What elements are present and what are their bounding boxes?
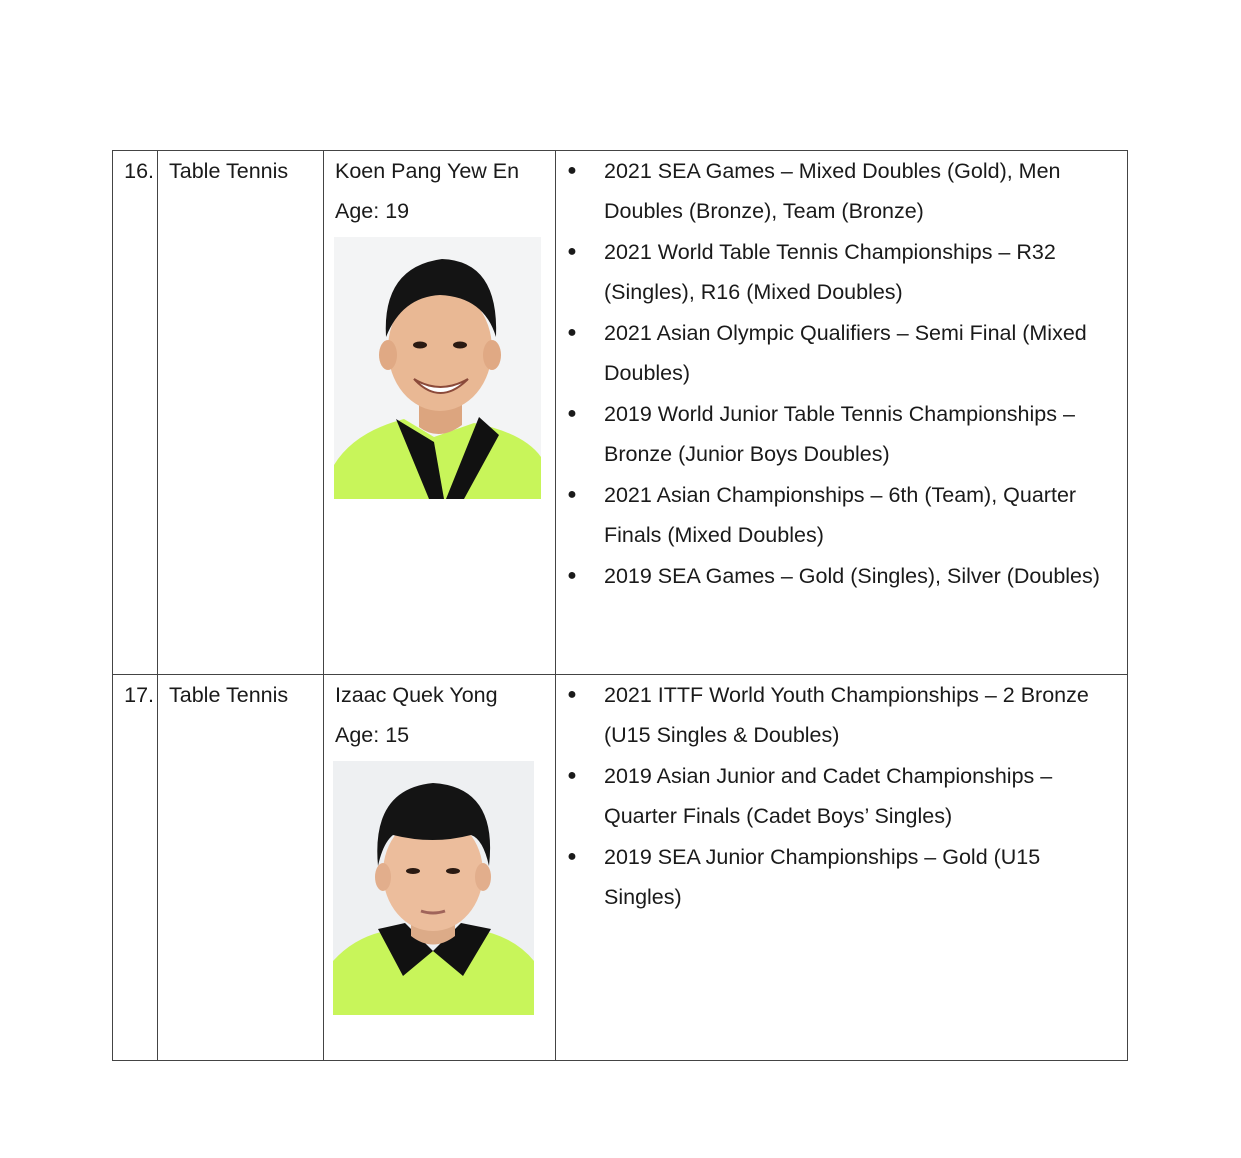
row-number: 17. bbox=[113, 675, 158, 1061]
bullet-icon: ● bbox=[567, 324, 577, 341]
sport-cell: Table Tennis bbox=[158, 151, 324, 675]
list-item: ● 2019 SEA Junior Championships – Gold (U15 Singles) bbox=[556, 837, 1127, 917]
athlete-portrait-icon bbox=[334, 237, 541, 499]
athlete-photo bbox=[334, 237, 541, 499]
list-item: ● 2021 SEA Games – Mixed Doubles (Gold), Men Doubles (Bronze), Team (Bronze) bbox=[556, 151, 1127, 231]
athlete-name: Izaac Quek Yong bbox=[335, 683, 498, 707]
list-item: ● 2021 World Table Tennis Championships – R32 (Singles), R16 (Mixed Doubles) bbox=[556, 232, 1127, 312]
athlete-portrait-icon bbox=[333, 761, 534, 1015]
athlete-cell bbox=[324, 675, 556, 1061]
athlete-age: Age: 15 bbox=[335, 723, 410, 747]
bullet-icon: ● bbox=[567, 567, 577, 584]
bullet-icon: ● bbox=[567, 486, 577, 503]
athlete-age: Age: 19 bbox=[335, 199, 410, 223]
achievements-cell bbox=[556, 675, 1128, 1061]
achievements-list bbox=[556, 675, 1127, 917]
achievements-cell bbox=[556, 151, 1128, 675]
list-item: ● 2021 ITTF World Youth Championships – 2 Bronze (U15 Singles & Doubles) bbox=[556, 675, 1127, 755]
athlete-table bbox=[112, 150, 1128, 1061]
sport-cell: Table Tennis bbox=[158, 675, 324, 1061]
achievements-list bbox=[556, 151, 1127, 596]
athlete-cell bbox=[324, 151, 556, 675]
bullet-icon: ● bbox=[567, 243, 577, 260]
bullet-icon: ● bbox=[567, 162, 577, 179]
list-item: ● 2021 Asian Olympic Qualifiers – Semi Final (Mixed Doubles) bbox=[556, 313, 1127, 393]
athlete-name: Koen Pang Yew En bbox=[335, 159, 520, 183]
row-number: 16. bbox=[113, 151, 158, 675]
table-row bbox=[113, 151, 1128, 675]
bullet-icon: ● bbox=[567, 848, 577, 865]
bullet-icon: ● bbox=[567, 686, 577, 703]
list-item: ● 2021 Asian Championships – 6th (Team), Quarter Finals (Mixed Doubles) bbox=[556, 475, 1127, 555]
table-row bbox=[113, 675, 1128, 1061]
list-item: ● 2019 Asian Junior and Cadet Championships – Quarter Finals (Cadet Boys’ Singles) bbox=[556, 756, 1127, 836]
list-item: ● 2019 World Junior Table Tennis Championships – Bronze (Junior Boys Doubles) bbox=[556, 394, 1127, 474]
athlete-photo bbox=[333, 761, 534, 1015]
list-item: ● 2019 SEA Games – Gold (Singles), Silver (Doubles) bbox=[556, 556, 1127, 596]
bullet-icon: ● bbox=[567, 767, 577, 784]
bullet-icon: ● bbox=[567, 405, 577, 422]
